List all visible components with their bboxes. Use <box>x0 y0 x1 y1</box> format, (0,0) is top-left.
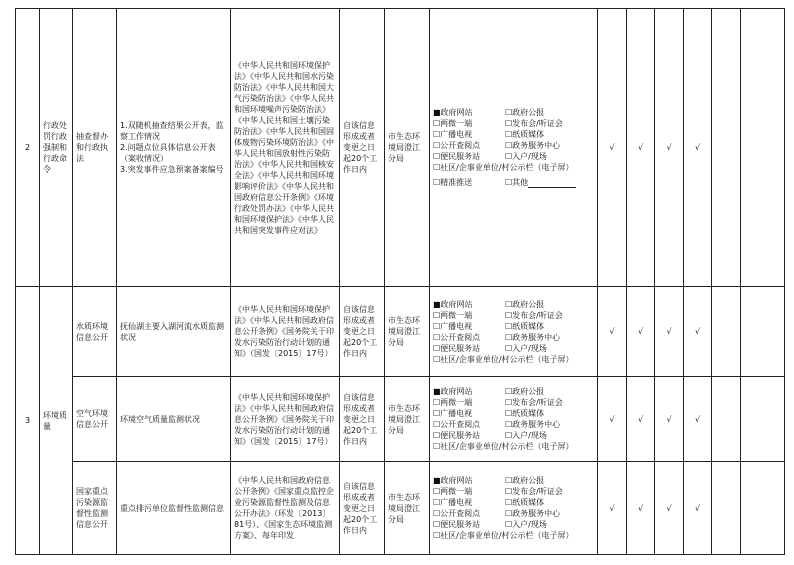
table-row <box>16 287 785 377</box>
time-limit-cell: 自该信息形成或者变更之日起20个工作日内 <box>340 377 385 462</box>
check-mark: √ <box>684 462 712 555</box>
channel-option[interactable]: ☐公开查阅点 <box>433 332 481 342</box>
channel-option[interactable]: ■政府网站 <box>433 476 473 485</box>
table-row <box>16 462 785 555</box>
channel-option[interactable]: ☐政务服务中心 <box>505 509 561 518</box>
channel-option[interactable]: ☐政府公报 <box>505 299 545 309</box>
channel-option[interactable]: ☐公开查阅点 <box>433 420 481 429</box>
channel-option[interactable]: ☐其他 <box>505 178 529 187</box>
channel-option[interactable]: ☐入户/现场 <box>505 431 547 440</box>
channel-option[interactable]: ■政府网站 <box>433 299 473 309</box>
check-mark: √ <box>655 377 684 462</box>
channel-option[interactable]: ☐政务服务中心 <box>505 332 561 342</box>
row-number: 2 <box>16 9 40 287</box>
empty-cell <box>741 462 785 555</box>
channel-option[interactable]: ☐入户/现场 <box>505 343 547 353</box>
channel-option[interactable]: ☐纸质媒体 <box>505 409 545 418</box>
check-mark: √ <box>684 287 712 377</box>
channel-option[interactable]: ☐便民服务站 <box>433 431 481 440</box>
check-mark: √ <box>598 9 627 287</box>
subcategory-cell: 空气环境信息公开 <box>73 377 117 462</box>
channel-option[interactable]: ☐便民服务站 <box>433 343 481 353</box>
channel-option[interactable]: ☐广播电视 <box>433 130 473 139</box>
check-mark: √ <box>655 462 684 555</box>
channel-option[interactable]: ☐社区/企事业单位/村公示栏（电子屏） <box>433 442 574 451</box>
channel-option[interactable]: ☐精准推送 <box>433 178 473 187</box>
check-mark: √ <box>598 377 627 462</box>
channel-option[interactable]: ☐便民服务站 <box>433 520 481 529</box>
channel-option[interactable]: ☐发布会/听证会 <box>505 310 563 320</box>
time-limit-cell: 自该信息形成或者变更之日起20个工作日内 <box>340 462 385 555</box>
channel-option[interactable]: ☐广播电视 <box>433 498 473 507</box>
check-mark: √ <box>598 287 627 377</box>
channel-option[interactable]: ☐政务服务中心 <box>505 420 561 429</box>
check-mark: √ <box>684 377 712 462</box>
channel-option[interactable]: ☐纸质媒体 <box>505 130 545 139</box>
time-limit-cell: 自该信息形成或者变更之日起20个工作日内 <box>340 287 385 377</box>
channel-option[interactable]: ☐发布会/听证会 <box>505 398 563 407</box>
check-mark: √ <box>627 377 655 462</box>
channel-option[interactable]: ☐社区/企事业单位/村公示栏（电子屏） <box>433 354 574 364</box>
channel-option[interactable]: ☐公开查阅点 <box>433 509 481 518</box>
item-cell: 1.双随机抽查结果公开表，监察工作情况 2.问题点位具体信息公开表（案收情况） 3.突发事件应急预案备案编号 <box>117 9 231 287</box>
law-basis-cell: 《中华人民共和国环境保护法》《中华人民共和国政府信息公开条例》《国务院关于印发水污染防治行动计划的通知》（国发〔2015〕17号） <box>231 377 340 462</box>
subcategory-cell: 国家重点污染源监督性监测信息公开 <box>73 462 117 555</box>
channel-option[interactable]: ☐公开查阅点 <box>433 141 481 150</box>
channel-option[interactable]: ■政府网站 <box>433 108 473 117</box>
check-mark: √ <box>598 462 627 555</box>
channel-option[interactable]: ☐社区/企事业单位/村公示栏（电子屏） <box>433 531 574 540</box>
department-cell: 市生态环境局澄江分局 <box>385 462 430 555</box>
channel-option[interactable]: ☐两微一端 <box>433 398 473 407</box>
other-blank-line <box>528 179 576 188</box>
check-mark: √ <box>684 9 712 287</box>
channel-cell <box>430 377 598 462</box>
time-limit-cell: 自该信息形成或者变更之日起20个工作日内 <box>340 9 385 287</box>
channel-option[interactable]: ☐政府公报 <box>505 476 545 485</box>
channel-cell <box>430 287 598 377</box>
channel-option[interactable]: ☐政府公报 <box>505 108 545 117</box>
channel-option[interactable]: ☐两微一端 <box>433 119 473 128</box>
channel-option[interactable]: ■政府网站 <box>433 387 473 396</box>
subcategory-cell: 水质环境信息公开 <box>73 287 117 377</box>
law-basis-cell: 《中华人民共和国环境保护法》《中华人民共和国水污染防治法》《中华人民共和国大气污染防治法》《中华人民共和国环境噪声污染防治法》《中华人民共和国土壤污染防治法》《中华人民共和国固体废物污染环境防治法》《中华人民共和国放射性污染防治法》《中华人民共和国核安全法》《中华人民共和国环境影响评价法》《中华人民共和国政府信息公开条例》《环境行政处罚办法》《中华人民共和国环境保护法》《中华人民共和国突发事件应对法》 <box>231 9 340 287</box>
channel-option[interactable]: ☐纸质媒体 <box>505 321 545 331</box>
table-row <box>16 9 785 287</box>
channel-option[interactable]: ☐广播电视 <box>433 321 473 331</box>
channel-option[interactable]: ☐广播电视 <box>433 409 473 418</box>
disclosure-table <box>15 8 785 555</box>
channel-option[interactable]: ☐入户/现场 <box>505 520 547 529</box>
check-mark: √ <box>627 287 655 377</box>
channel-option[interactable]: ☐发布会/听证会 <box>505 487 563 496</box>
channel-option[interactable]: ☐两微一端 <box>433 487 473 496</box>
category-cell: 环境质量 <box>40 287 73 555</box>
item-cell: 重点排污单位监督性监测信息 <box>117 462 231 555</box>
law-basis-cell: 《中华人民共和国环境保护法》《中华人民共和国政府信息公开条例》《国务院关于印发水污染防治行动计划的通知》（国发〔2015〕17号） <box>231 287 340 377</box>
department-cell: 市生态环境局澄江分局 <box>385 9 430 287</box>
empty-cell <box>712 462 741 555</box>
check-mark: √ <box>627 9 655 287</box>
channel-option[interactable]: ☐政府公报 <box>505 387 545 396</box>
department-cell: 市生态环境局澄江分局 <box>385 287 430 377</box>
subcategory-cell: 抽查督办和行政执法 <box>73 9 117 287</box>
channel-option[interactable]: ☐纸质媒体 <box>505 498 545 507</box>
channel-option[interactable]: ☐便民服务站 <box>433 152 481 161</box>
channel-option[interactable]: ☐两微一端 <box>433 310 473 320</box>
empty-cell <box>741 287 785 377</box>
channel-option[interactable]: ☐发布会/听证会 <box>505 119 563 128</box>
empty-cell <box>741 377 785 462</box>
law-basis-cell: 《中华人民共和国政府信息公开条例》《国家重点监控企业污染源监督性监测及信息公开办法》（环发〔2013〕81号）、《国家生态环境监测方案》、每年印发 <box>231 462 340 555</box>
channel-option[interactable]: ☐政务服务中心 <box>505 141 561 150</box>
check-mark: √ <box>655 287 684 377</box>
empty-cell <box>712 287 741 377</box>
table-row <box>16 377 785 462</box>
category-cell: 行政处罚行政强制和行政命令 <box>40 9 73 287</box>
check-mark: √ <box>627 462 655 555</box>
item-cell: 环境空气质量监测状况 <box>117 377 231 462</box>
channel-cell <box>430 9 598 287</box>
empty-cell <box>741 9 785 287</box>
channel-option[interactable]: ☐社区/企事业单位/村公示栏（电子屏） <box>433 163 574 172</box>
empty-cell <box>712 377 741 462</box>
department-cell: 市生态环境局澄江分局 <box>385 377 430 462</box>
empty-cell <box>712 9 741 287</box>
item-cell: 抚仙湖主要入湖河流水质监测状况 <box>117 287 231 377</box>
channel-cell <box>430 462 598 555</box>
row-number: 3 <box>16 287 40 555</box>
check-mark: √ <box>655 9 684 287</box>
channel-option[interactable]: ☐入户/现场 <box>505 152 547 161</box>
